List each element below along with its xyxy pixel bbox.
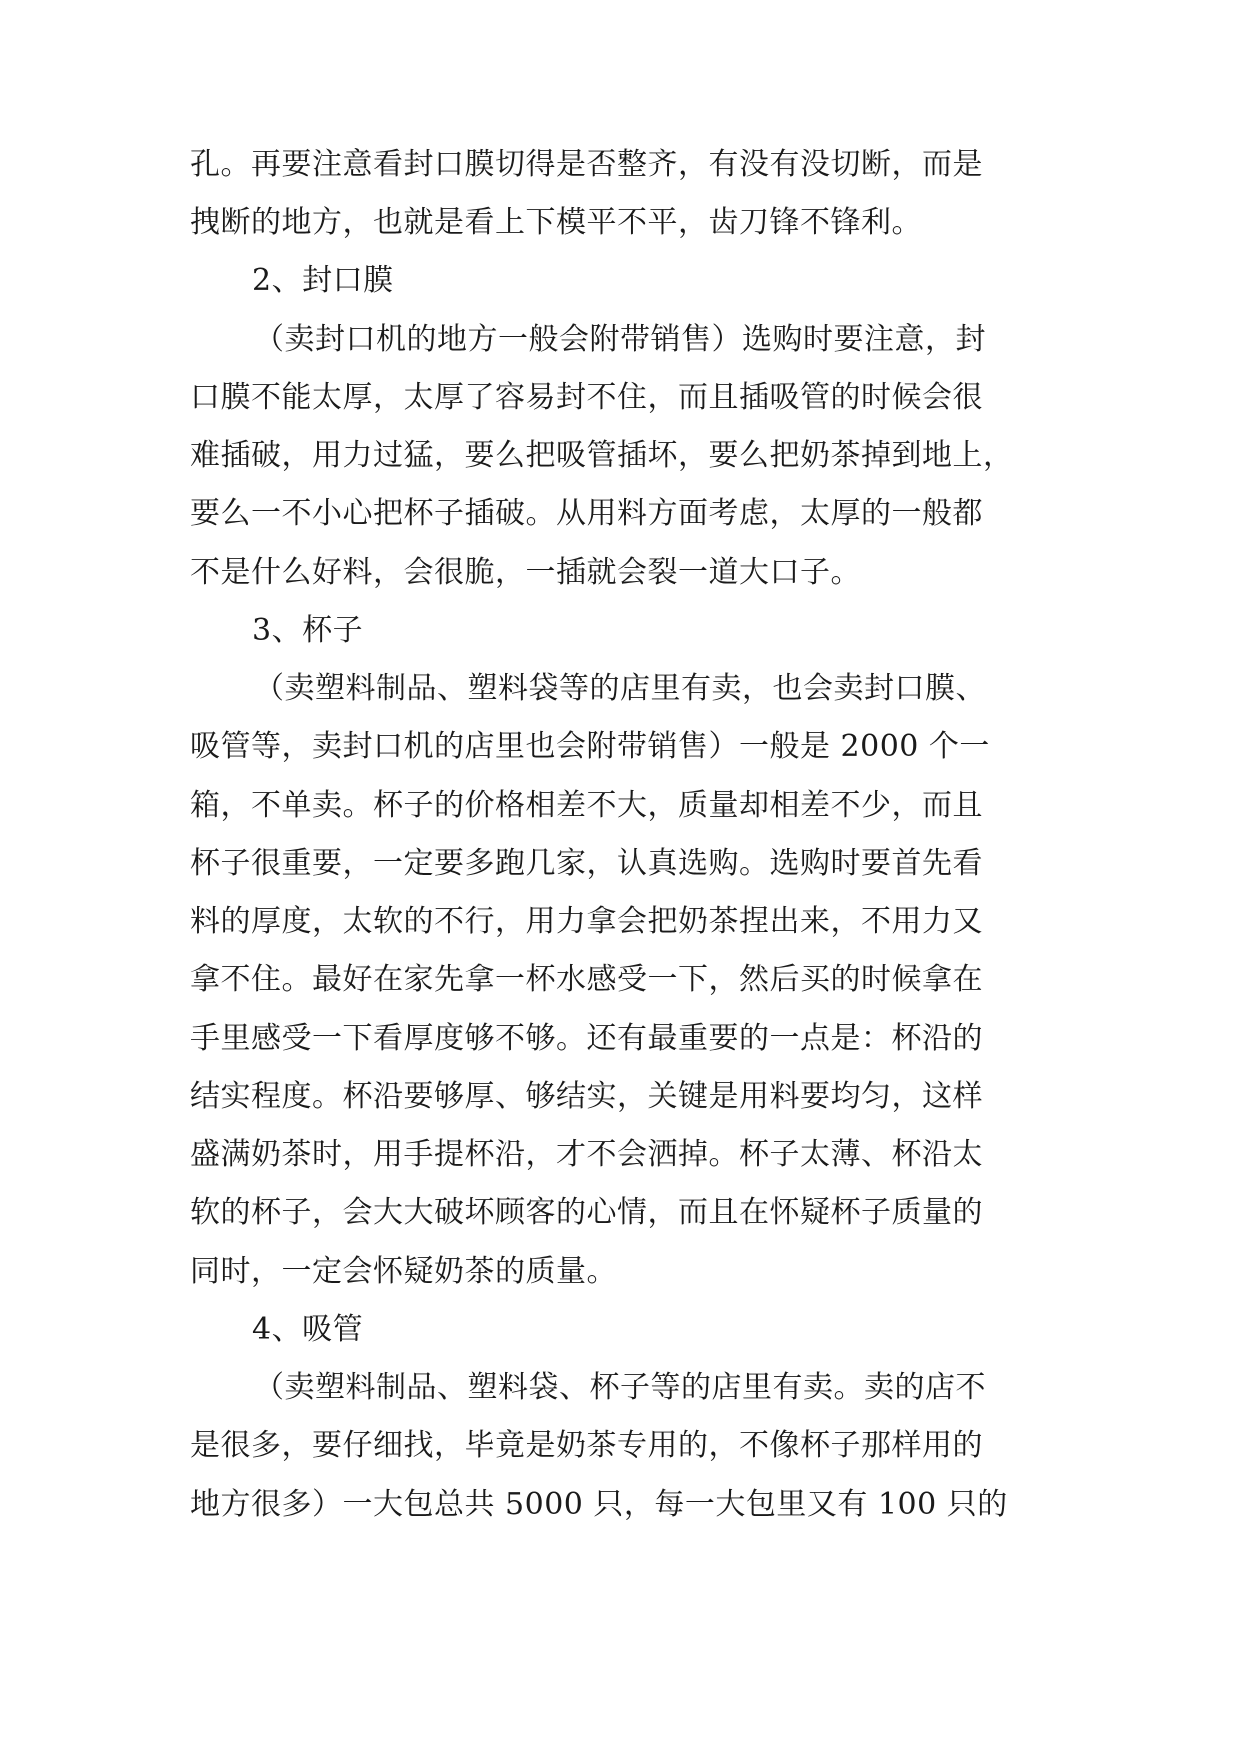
text-line: 箱，不单卖。杯子的价格相差不大，质量却相差不少，而且 (190, 788, 983, 823)
text-line: （卖塑料制品、塑料袋、杯子等的店里有卖。卖的店不 (254, 1370, 986, 1405)
text-line: （卖塑料制品、塑料袋等的店里有卖，也会卖封口膜、 (254, 671, 986, 706)
text-line: 杯子很重要，一定要多跑几家，认真选购。选购时要首先看 (190, 846, 983, 881)
text-line: 同时，一定会怀疑奶茶的质量。 (190, 1254, 617, 1289)
text-line: 结实程度。杯沿要够厚、够结实，关键是用料要均匀，这样 (190, 1079, 983, 1114)
text-line: （卖封口机的地方一般会附带销售）选购时要注意，封 (254, 322, 986, 357)
text-line: 要么一不小心把杯子插破。从用料方面考虑，太厚的一般都 (190, 496, 983, 531)
text-line: 软的杯子，会大大破坏顾客的心情，而且在怀疑杯子质量的 (190, 1195, 983, 1230)
text-line: 料的厚度，太软的不行，用力拿会把奶茶捏出来，不用力又 (190, 904, 983, 939)
section-heading: 4、吸管 (252, 1312, 364, 1347)
text-line: 拽断的地方，也就是看上下模平不平，齿刀锋不锋利。 (190, 205, 922, 240)
text-line: 口膜不能太厚，太厚了容易封不住，而且插吸管的时候会很 (190, 380, 983, 415)
text-line: 地方很多）一大包总共 5000 只，每一大包里又有 100 只的 (190, 1487, 1008, 1522)
text-line: 不是什么好料，会很脆，一插就会裂一道大口子。 (190, 555, 861, 590)
section-heading: 2、封口膜 (252, 263, 394, 298)
text-line: 盛满奶茶时，用手提杯沿，才不会洒掉。杯子太薄、杯沿太 (190, 1137, 983, 1172)
section-heading: 3、杯子 (252, 613, 364, 648)
text-line: 拿不住。最好在家先拿一杯水感受一下，然后买的时候拿在 (190, 962, 983, 997)
text-line: 吸管等，卖封口机的店里也会附带销售）一般是 2000 个一 (190, 729, 990, 764)
text-line: 手里感受一下看厚度够不够。还有最重要的一点是：杯沿的 (190, 1021, 983, 1056)
text-line: 难插破，用力过猛，要么把吸管插坏，要么把奶茶掉到地上， (190, 438, 1014, 473)
text-line: 孔。再要注意看封口膜切得是否整齐，有没有没切断，而是 (190, 147, 983, 182)
text-line: 是很多，要仔细找，毕竟是奶茶专用的，不像杯子那样用的 (190, 1428, 983, 1463)
